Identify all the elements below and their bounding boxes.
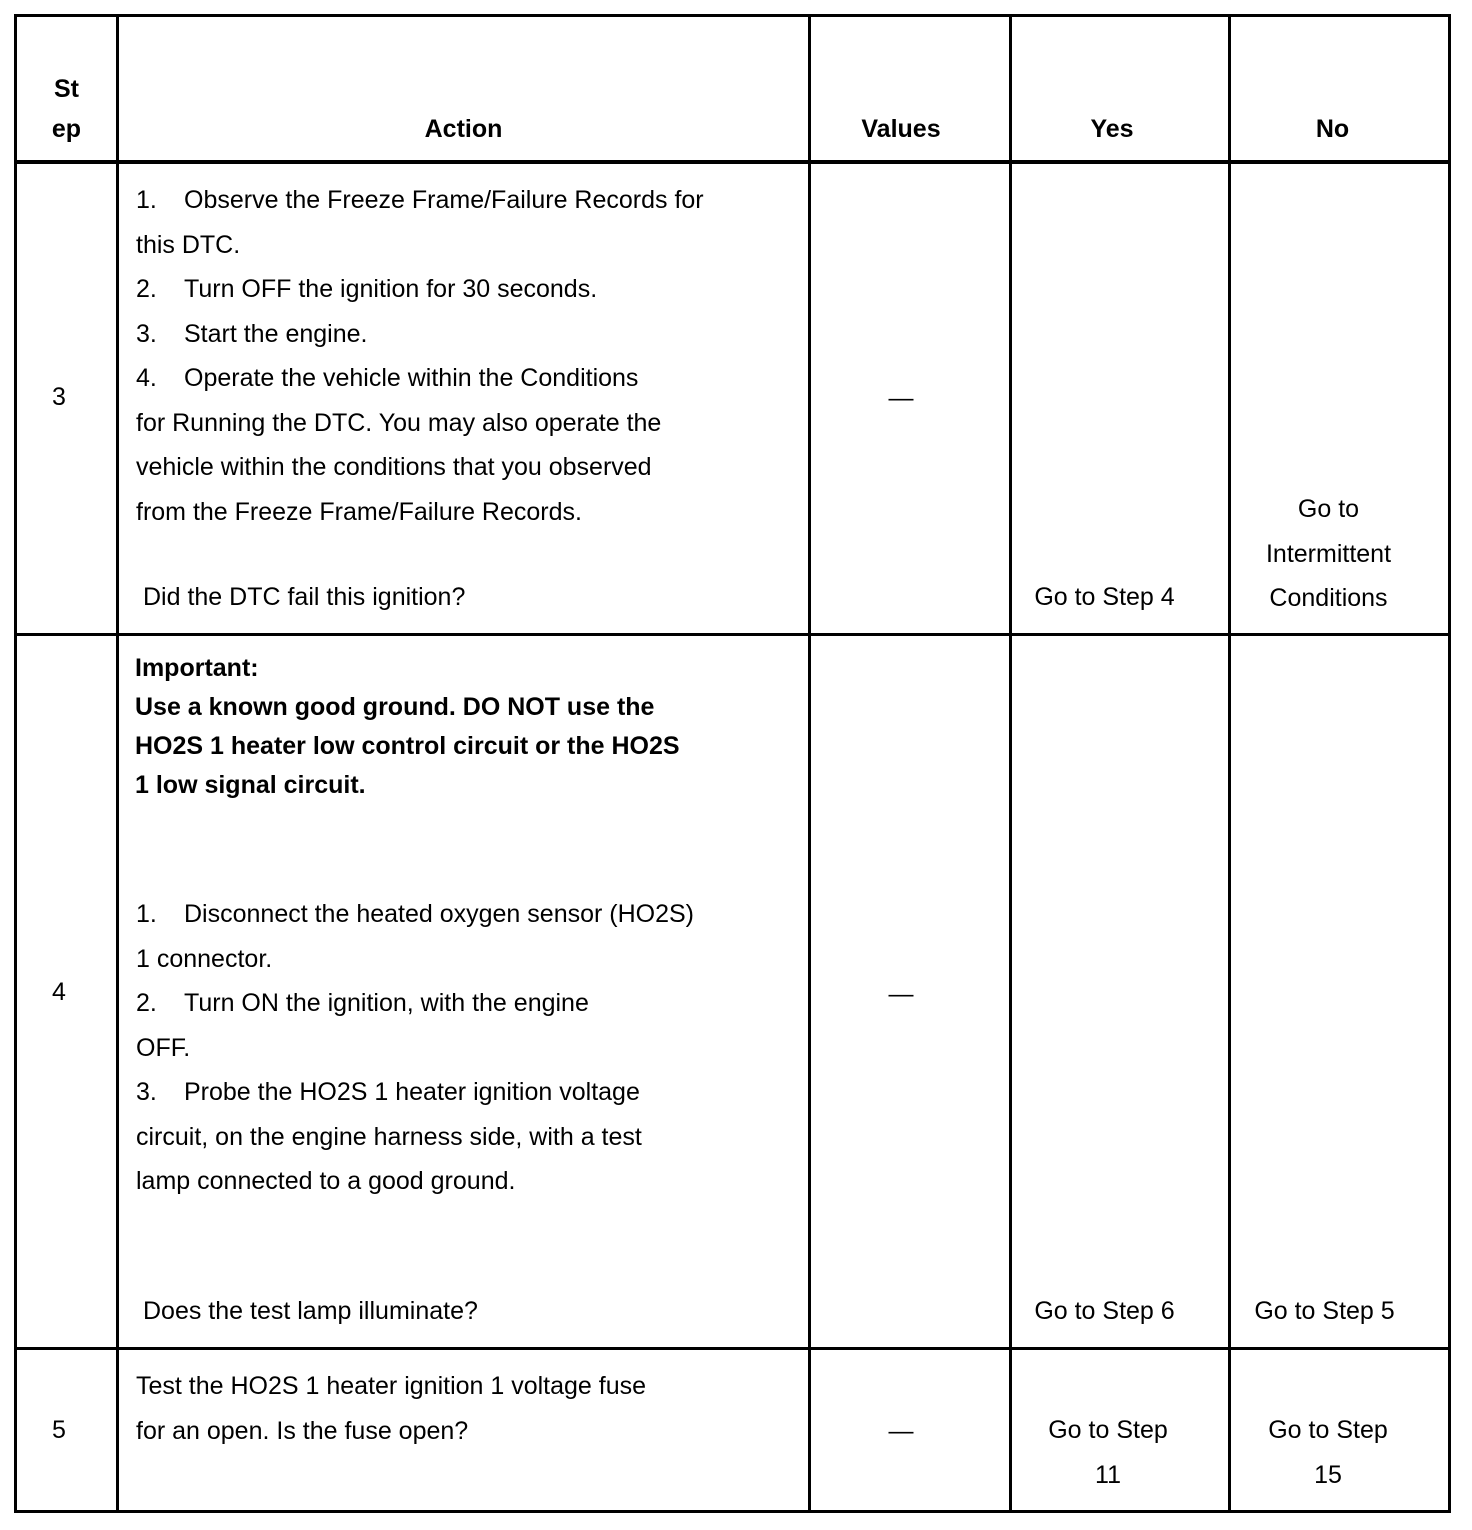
header-step-line2: ep <box>51 115 82 143</box>
list-item: 3. Probe the HO2S 1 heater ignition voltage <box>136 1078 640 1106</box>
yes-result: Go to Step 4 <box>1034 583 1175 611</box>
row-divider <box>14 1347 1451 1350</box>
row-divider <box>14 633 1451 636</box>
list-item: 3. Start the engine. <box>136 319 368 348</box>
list-item: vehicle within the conditions that you observed <box>136 453 652 481</box>
list-item: 2. Turn OFF the ignition for 30 seconds. <box>136 275 598 303</box>
list-item: 1 connector. <box>136 944 273 973</box>
list-item: OFF. <box>136 1033 191 1062</box>
header-divider <box>14 160 1451 164</box>
list-item: circuit, on the engine harness side, with a test <box>136 1122 642 1151</box>
list-item: 1. Disconnect the heated oxygen sensor (HO2S) <box>136 900 694 928</box>
no-result: Go to Step 15 <box>1268 1416 1388 1489</box>
no-result: Go to Step 5 <box>1254 1297 1395 1325</box>
action-list <box>136 178 704 534</box>
table-border-left <box>14 14 17 1513</box>
column-divider <box>808 14 811 1513</box>
list-item: this DTC. <box>136 230 241 259</box>
list-item: 1. Observe the Freeze Frame/Failure Records for <box>136 186 704 214</box>
question-text: Did the DTC fail this ignition? <box>143 583 466 611</box>
table-border-top <box>14 14 1451 17</box>
question-text: Does the test lamp illuminate? <box>143 1297 478 1325</box>
header-yes: Yes <box>1090 115 1134 143</box>
list-item: from the Freeze Frame/Failure Records. <box>136 497 582 526</box>
header-action: Action <box>424 115 503 143</box>
value-dash: — <box>888 384 914 412</box>
step-number: 5 <box>52 1416 66 1444</box>
table-border-right <box>1448 14 1451 1513</box>
list-item: 4. Operate the vehicle within the Conditions <box>136 364 639 392</box>
yes-result: Go to Step 6 <box>1034 1297 1175 1325</box>
important-note: Important: Use a known good ground. DO NOT use the HO2S 1 heater low control circuit or the HO2S 1 low signal circuit. <box>135 654 680 799</box>
table-border-bottom <box>14 1510 1451 1513</box>
list-item: 2. Turn ON the ignition, with the engine <box>136 989 589 1017</box>
header-values: Values <box>861 115 941 143</box>
value-dash: — <box>888 1417 914 1445</box>
action-text: Test the HO2S 1 heater ignition 1 voltage fuse for an open. Is the fuse open? <box>136 1372 647 1445</box>
list-item: for Running the DTC. You may also operate the <box>136 408 662 437</box>
header-step <box>17 69 116 149</box>
column-divider <box>116 14 119 1513</box>
diagnostic-table <box>14 14 1451 1513</box>
action-list <box>136 892 694 1204</box>
value-dash: — <box>888 980 914 1008</box>
step-number: 3 <box>52 383 66 411</box>
header-step-line1: St <box>54 75 79 103</box>
header-no: No <box>1315 115 1350 143</box>
step-number: 4 <box>52 978 66 1006</box>
list-item: lamp connected to a good ground. <box>136 1167 516 1195</box>
no-result: Go to Intermittent Conditions <box>1265 495 1392 612</box>
yes-result: Go to Step 11 <box>1048 1416 1168 1489</box>
